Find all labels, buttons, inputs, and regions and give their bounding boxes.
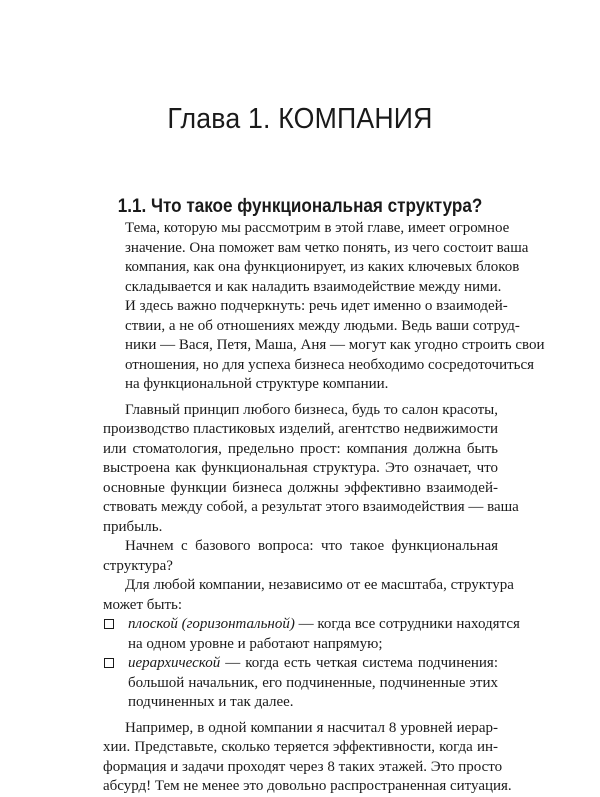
text-line: структура? bbox=[103, 557, 173, 574]
text-line: Например, в одной компании я насчитал 8 уровней иерар- bbox=[125, 719, 498, 736]
list-text: на одном уровне и работают напрямую; bbox=[128, 635, 383, 652]
text-line: Начнем с базового вопроса: что такое функциональная bbox=[125, 538, 498, 554]
list-item bbox=[103, 615, 520, 654]
checkbox-bullet-icon bbox=[104, 658, 114, 668]
list-text: — когда есть четкая система подчинения: bbox=[220, 655, 498, 671]
text-line: ствовать между собой, а результат этого взаимодействия — ваша bbox=[103, 499, 519, 515]
text-line: складывается и как наладить взаимодействие между ними. bbox=[125, 278, 502, 295]
list-item bbox=[103, 654, 498, 713]
structure-type-list bbox=[103, 615, 520, 713]
paragraph-3 bbox=[103, 537, 498, 576]
text-line: отношения, но для успеха бизнеса необходимо сосредоточиться bbox=[125, 356, 535, 373]
list-term: иерархической bbox=[128, 655, 221, 671]
text-line: Главный принцип любого бизнеса, будь то салон красоты, bbox=[125, 401, 498, 418]
list-text: большой начальник, его подчиненные, подчиненные этих bbox=[128, 674, 498, 691]
text-line: формация и задачи проходят через 8 таких этажей. Это просто bbox=[103, 758, 503, 775]
checkbox-bullet-icon bbox=[104, 619, 114, 629]
body-text bbox=[103, 219, 545, 797]
text-line: основные функции бизнеса должны эффективно взаимодей- bbox=[103, 479, 498, 496]
text-line: может быть: bbox=[103, 596, 183, 613]
text-line: производство пластиковых изделий, агентство недвижимости bbox=[103, 421, 498, 437]
text-line: компания, как она функционирует, из каких ключевых блоков bbox=[125, 259, 520, 275]
text-line: Для любой компании, независимо от ее масштаба, структура bbox=[125, 577, 514, 593]
text-line: Тема, которую мы рассмотрим в этой главе, имеет огромное bbox=[125, 220, 510, 236]
paragraph-4 bbox=[103, 576, 514, 615]
text-line: или стоматология, предельно прост: компания должна быть bbox=[103, 440, 498, 457]
list-text: подчиненных и так далее. bbox=[128, 694, 294, 710]
paragraph-1 bbox=[103, 219, 545, 395]
chapter-title: Глава 1. КОМПАНИЯ bbox=[167, 103, 433, 136]
paragraph-2 bbox=[103, 401, 519, 538]
list-term: плоской (горизонтальной) bbox=[128, 616, 295, 632]
text-line: ники — Вася, Петя, Маша, Аня — могут как угодно строить свои bbox=[125, 337, 545, 353]
text-line: значение. Она поможет вам четко понять, из чего состоит ваша bbox=[125, 239, 529, 256]
paragraph-5 bbox=[103, 719, 512, 797]
text-line: прибыль. bbox=[103, 518, 163, 535]
list-text: — когда все сотрудники находятся bbox=[294, 616, 520, 632]
text-line: выстроена как функциональная структура. Это означает, что bbox=[103, 460, 498, 476]
text-line: хии. Представьте, сколько теряется эффективности, когда ин- bbox=[103, 739, 498, 755]
text-line: И здесь важно подчеркнуть: речь идет именно о взаимодей- bbox=[125, 298, 508, 314]
text-line: на функциональной структуре компании. bbox=[125, 376, 389, 392]
section-title: 1.1. Что такое функциональная структура? bbox=[117, 195, 483, 217]
text-line: ствии, а не об отношениях между людьми. Ведь ваши сотруд- bbox=[125, 317, 520, 334]
text-line: абсурд! Тем не менее это довольно распространенная ситуация. bbox=[103, 778, 512, 794]
